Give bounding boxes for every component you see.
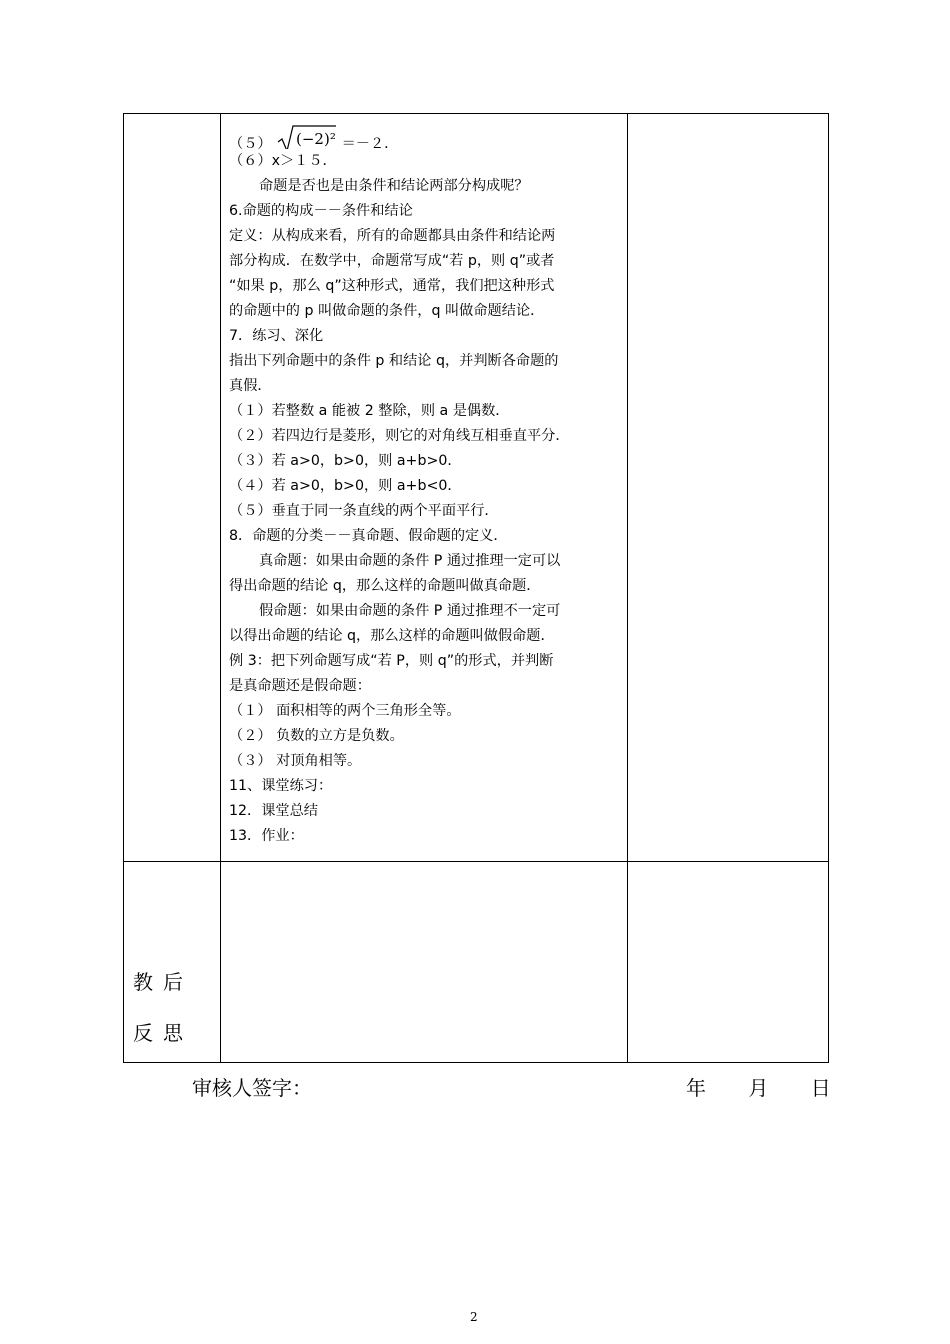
content-line (229, 124, 621, 149)
signature-label: 审核人签字： (192, 1076, 312, 1100)
notes-cell (628, 114, 829, 862)
content-line-text: （３） 对顶角相等。 (229, 753, 362, 769)
content-line-text: （５）垂直于同一条直线的两个平面平行． (229, 503, 499, 519)
sqrt-expression (276, 124, 338, 149)
content-line (229, 249, 621, 274)
content-line (229, 774, 621, 799)
content-line-text: “如果 p，那么 q”这种形式，通常，我们把这种形式 (229, 278, 555, 294)
content-line-text: 命题是否也是由条件和结论两部分构成呢？ (259, 178, 529, 194)
content-line (229, 724, 621, 749)
content-line (229, 224, 621, 249)
content-line-text: 6.命题的构成－－条件和结论 (229, 203, 413, 219)
content-line-text: 得出命题的结论 q，那么这样的命题叫做真命题． (229, 578, 541, 594)
sqrt-radicand: (−2)² (295, 130, 336, 148)
content-line (229, 799, 621, 824)
content-line-text: 例 3：把下列命题写成“若 P，则 q”的形式，并判断 (229, 653, 554, 669)
content-line-text: 真假． (229, 378, 272, 394)
content-line-text: （６）x＞１５． (229, 153, 337, 169)
content-line-text: （５） (229, 136, 272, 149)
content-line (229, 749, 621, 774)
content-line (229, 674, 621, 699)
date-field (686, 1072, 831, 1101)
content-line (229, 699, 621, 724)
content-line-text: 是真命题还是假命题： (229, 678, 371, 694)
month-label: 月 (748, 1076, 769, 1100)
reflection-content-cell (221, 862, 628, 1063)
content-line-text: 真命题：如果由命题的条件 P 通过推理一定可以 (259, 553, 561, 569)
content-cell (221, 114, 628, 862)
reflection-notes-cell (628, 862, 829, 1063)
content-line (229, 624, 621, 649)
content-line-text: （４）若 a>0，b>0，则 a+b<0． (229, 478, 462, 494)
content-line-text: （２） 负数的立方是负数。 (229, 728, 404, 744)
content-line-text: 8．命题的分类－－真命题、假命题的定义． (229, 528, 508, 544)
content-line-text: （２）若四边行是菱形，则它的对角线互相垂直平分． (229, 428, 570, 444)
left-column-cell (124, 114, 221, 862)
content-line (229, 499, 621, 524)
page-number: 2 (470, 1310, 478, 1324)
content-line (229, 299, 621, 324)
content-line (229, 524, 621, 549)
content-line (229, 374, 621, 399)
content-line-text: 指出下列命题中的条件 p 和结论 q，并判断各命题的 (229, 353, 559, 369)
content-line (229, 199, 621, 224)
content-line-text: （１）若整数 a 能被 2 整除，则 a 是偶数． (229, 403, 510, 419)
reflection-label-line2: 反思 (133, 1021, 193, 1045)
content-line-text: 7．练习、深化 (229, 328, 324, 344)
content-line (229, 474, 621, 499)
content-line-text: 11、课堂练习： (229, 778, 333, 794)
table-row (124, 862, 829, 1063)
lesson-content (221, 114, 627, 849)
content-line (229, 324, 621, 349)
content-line-text: 13．作业： (229, 828, 304, 844)
content-line (229, 424, 621, 449)
content-line (229, 149, 621, 174)
content-line (229, 274, 621, 299)
content-line-tail: ＝－２． (341, 136, 399, 149)
content-line (229, 824, 621, 849)
content-line (229, 549, 621, 574)
content-line-text: 部分构成．在数学中，命题常写成“若 p，则 q”或者 (229, 253, 555, 269)
content-line-text: 的命题中的 p 叫做命题的条件，q 叫做命题结论． (229, 303, 545, 319)
content-line (229, 349, 621, 374)
reflection-label-cell (124, 862, 221, 1063)
table-row (124, 114, 829, 862)
content-line (229, 449, 621, 474)
reflection-label-line1: 教后 (133, 970, 193, 994)
content-line-text: 以得出命题的结论 q，那么这样的命题叫做假命题． (229, 628, 555, 644)
content-line (229, 649, 621, 674)
content-line-text: （１） 面积相等的两个三角形全等。 (229, 703, 461, 719)
day-label: 日 (810, 1076, 831, 1100)
content-line-text: 12．课堂总结 (229, 803, 318, 819)
content-line-text: 假命题：如果由命题的条件 P 通过推理不一定可 (259, 603, 561, 619)
content-line (229, 599, 621, 624)
content-line (229, 174, 621, 199)
content-line-text: 定义：从构成来看，所有的命题都具由条件和结论两 (229, 228, 556, 244)
content-line (229, 574, 621, 599)
content-line-text: （３）若 a>0，b>0，则 a+b>0． (229, 453, 462, 469)
content-line (229, 399, 621, 424)
year-label: 年 (686, 1076, 706, 1100)
lesson-plan-table (123, 113, 829, 1063)
